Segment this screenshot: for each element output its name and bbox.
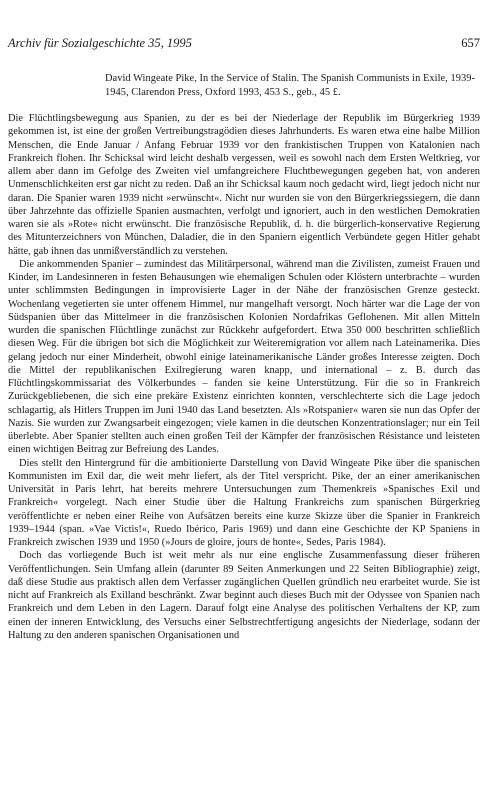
paragraph: Doch das vorliegende Buch ist weit mehr als nur eine englische Zusammenfassung dieser früheren Veröffentlichungen. Sein Umfang allein (darunter 89 Seiten Anmerkungen und 22 Seiten Bibliographie) zeigt, daß diese Studie aus praktisch allen dem Verfasser zugänglichen Quellen gründlich neu erarbeitet wurde. Sie ist nicht auf Frankreich als Exilland beschränkt. Zwar beginnt auch dieses Buch mit der Odyssee von Spanien nach Frankreich und dem Leben in den Lagern. Darauf folgt eine Analyse des politischen Verhaltens der KP, zum einen der inneren Entwicklung, des Versuchs einer Selbstrechtfertigung angesichts der Niederlage, sodann der Haltung zu den anderen spanischen Organisationen und xyxy=(8,550,480,641)
page-number: 657 xyxy=(461,36,480,50)
running-head xyxy=(8,36,480,58)
journal-title: Archiv für Sozialgeschichte 35, 1995 xyxy=(8,36,192,50)
review-citation: David Wingeate Pike, In the Service of Stalin. The Spanish Communists in Exile, 1939-1945, Clarendon Press, Oxford 1993, 453 S., geb., 45 £. xyxy=(105,73,475,98)
journal-page xyxy=(8,8,480,642)
paragraph: Dies stellt den Hintergrund für die ambitionierte Darstellung von David Wingeate Pike über die spanischen Kommunisten im Exil dar, die weit mehr liefert, als der Titel verspricht. Pike, der an einer amerikanischen Universität in Paris lehrt, hat bereits mehrere Untersuchungen zum Themenkreis »Spanisches Exil und Frankreich« vorgelegt. Nach einer Studie über die Haltung Frankreichs zum spanischen Bürgerkrieg veröffentlichte er neben einer Reihe von Aufsätzen bereits eine kurze Skizze über die Spanier in Frankreich 1939–1944 (span. »Vae Victis!«, Ruedo Ibérico, Paris 1969) und dann eine Geschichte der KP Spaniens in Frankreich zwischen 1939 und 1950 (»Jours de gloire, jours de honte«, Sedes, Paris 1984). xyxy=(8,457,480,549)
paragraph: Die Flüchtlingsbewegung aus Spanien, zu der es bei der Niederlage der Republik im Bürgerkrieg 1939 gekommen ist, ist eine der großen Vertreibungstragödien dieses Jahrhunderts. Es waren etwa eine halbe Million Menschen, die Ende Januar / Anfang Februar 1939 vor den frankistischen Truppen von Katalonien nach Frankreich flohen. Ihr Schicksal wird leicht deshalb vergessen, weil es sowohl nach dem Ersten Weltkrieg, vor allem aber dann im Gefolge des Zweiten viel umfangreichere Fluchtbewegungen gegeben hat, von anderen Unmenschlichkeiten erst gar nicht zu reden. Daß an ihr Schicksal kaum noch gedacht wird, liegt jedoch nicht nur daran. Die Spanier waren 1939 nicht »erwünscht«. Nicht nur wurden sie von den Bürgerkriegssiegern, die dann über Jahrzehnte das offizielle Spanien ausmachten, verfolgt und ignoriert, auch in den westlichen Demokratien waren sie als »Rote« nicht erwünscht. Die französische Republik, d. h. die bürgerlich-konservative Regierung des Mitunterzeichners von München, Daladier, die in den Spaniern eigentlich Verbündete gegen Hitler gehabt hätte, gab ihnen das unmißverständlich zu verstehen. xyxy=(8,113,480,257)
review-body xyxy=(8,112,480,642)
paragraph: Die ankommenden Spanier – zumindest das Militärpersonal, während man die Zivilisten, zumeist Frauen und Kinder, im Landesinneren in festen Behausungen wie ehemaligen Schulen oder Klöstern unterbrachte – wurden unter schlimmsten Bedingungen in improvisierte Lager in der Nähe der französischen Grenze gesteckt. Wochenlang vegetierten sie unter offenem Himmel, nur mangelhaft versorgt. Noch härter war die Lage der von Südspanien über das Mittelmeer in die französischen Kolonien Nordafrikas Geflohenen. Mit allen Mitteln wurden die spanischen Flüchtlinge zunächst zur Rückkehr aufgefordert. Etwa 350 000 beschritten schließlich diesen Weg. Für die übrigen bot sich die Möglichkeit zur Weiteremigration vor allem nach Lateinamerika. Dies gelang jedoch nur einer Minderheit, obwohl einige lateinamerikanische Länder großes Interesse zeigten. Doch die Mittel der republikanischen Exilregierung waren knapp, und international – z. B. durch das Flüchtlingskommissariat des Völkerbundes – fanden sie keine Unterstützung. Für die so in Frankreich Zurückgebliebenen, die sich eine prekäre Existenz einrichten konnten, verschlechterte sich die Lage jedoch schlagartig, als Hitlers Truppen im Juni 1940 das Land besetzten. Als »Rotspanier« waren sie nun das Opfer der Nazis. Sie wurden zur Zwangsarbeit eingezogen; viele kamen in die deutschen Konzentrationslager; nur ein Teil überlebte. Aber Spanier stellten auch einen großen Teil der Kämpfer der französischen Résistance und leisteten einen wichtigen Beitrag zur Befreiung des Landes. xyxy=(8,258,480,456)
